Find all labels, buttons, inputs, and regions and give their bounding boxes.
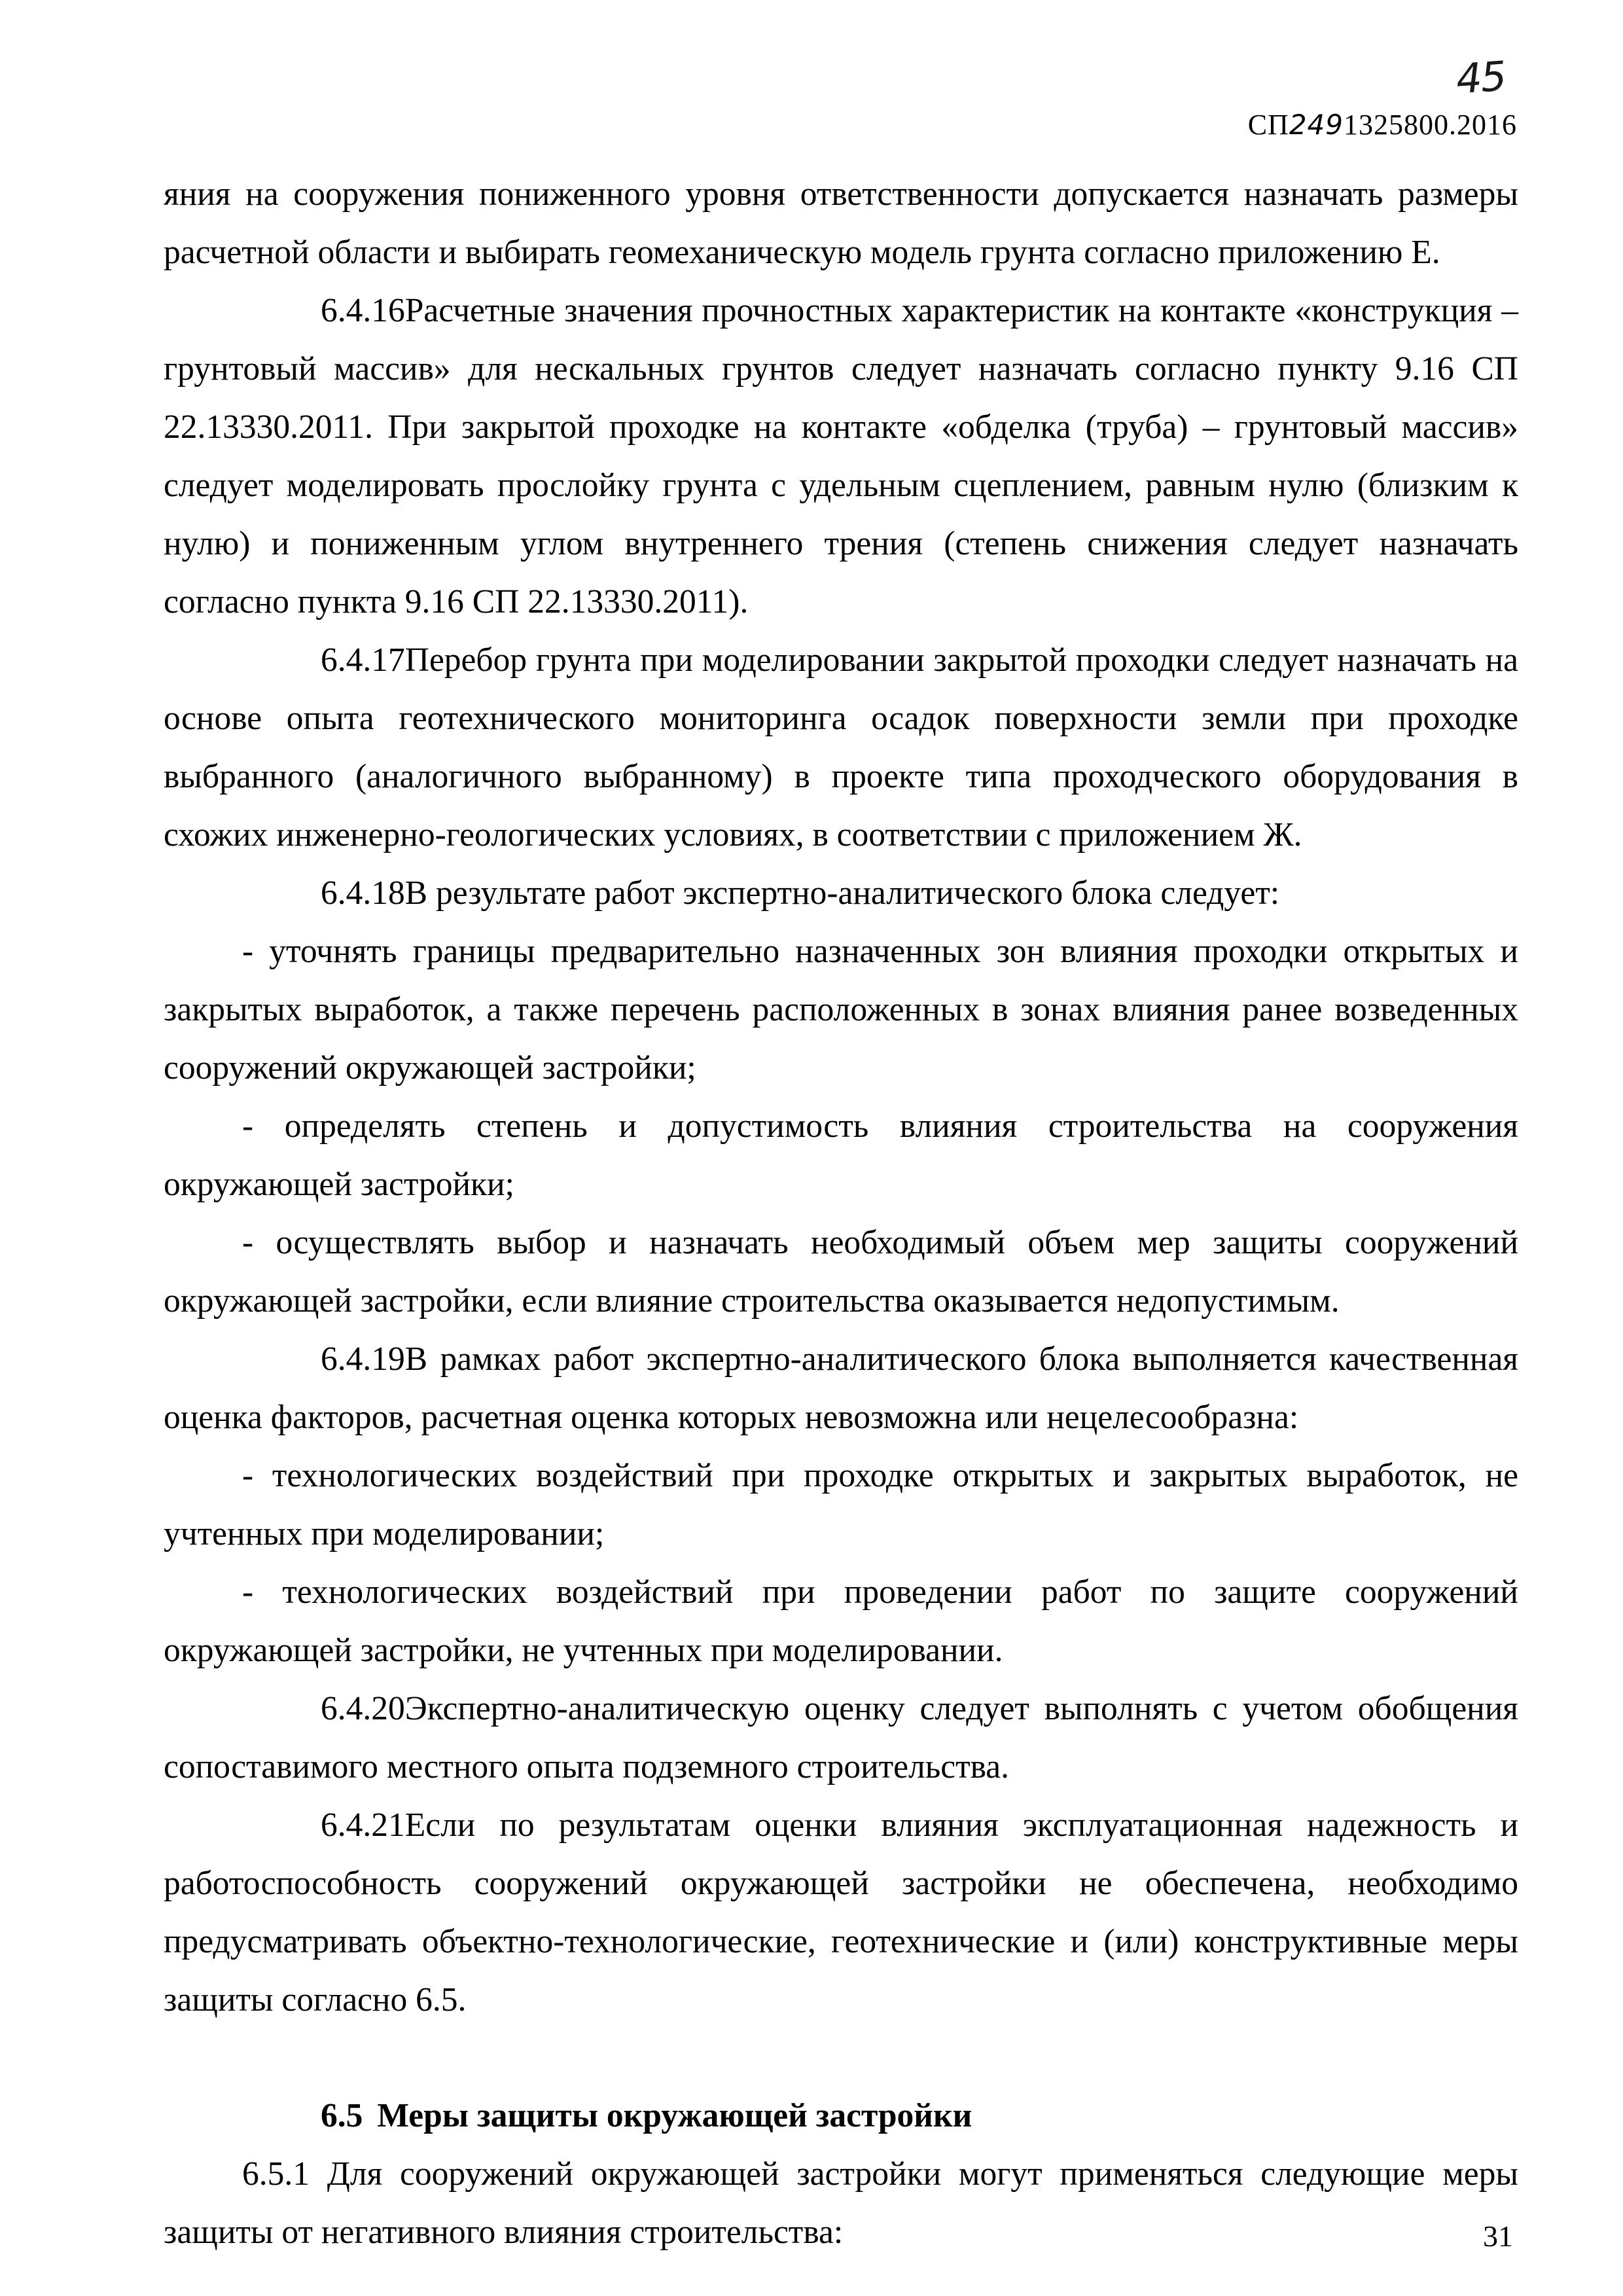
- clause-text: Для сооружений окружающей застройки могут применяться следующие меры защиты от негативного влияния строительства:: [164, 2155, 1518, 2251]
- list-item: - осуществлять выбор и назначать необходимый объем мер защиты сооружений окружающей застройки, если влияние строительства оказывается недопустимым.: [164, 1224, 1518, 1319]
- handwritten-page-number: 45: [1454, 52, 1507, 103]
- clause-6-4-19: [164, 1330, 1518, 1446]
- list-item: - уточнять границы предварительно назначенных зон влияния проходки открытых и закрытых выработок, а также перечень расположенных в зонах влияния ранее возведенных сооружений окружающей застройки;: [164, 933, 1518, 1086]
- document-code-handwritten: 249: [1289, 109, 1344, 141]
- clause-number: 6.4.21: [321, 1806, 405, 1844]
- section-title: Меры защиты окружающей застройки: [377, 2097, 972, 2134]
- document-code-suffix: 1325800.2016: [1344, 109, 1517, 141]
- clause-number: 6.4.20: [321, 1690, 405, 1727]
- clause-text: Перебор грунта при моделировании закрытой проходки следует назначать на основе опыта геотехнического мониторинга осадок поверхности земли при проходке выбранного (аналогичного выбранному) в проекте типа проходческого оборудования в схожих инженерно-геологических условиях, в соответствии с приложением Ж.: [164, 641, 1518, 853]
- clause-number: 6.5.1: [242, 2155, 310, 2193]
- section-heading-6-5: [164, 2087, 1518, 2145]
- document-code-header: [1248, 108, 1517, 141]
- list-item: - технологических воздействий при проходке открытых и закрытых выработок, не учтенных при моделировании;: [164, 1457, 1518, 1552]
- clause-number: 6.4.19: [321, 1340, 405, 1378]
- clause-text: В рамках работ экспертно-аналитического блока выполняется качественная оценка факторов, расчетная оценка которых невозможна или нецелесообразна:: [164, 1340, 1518, 1436]
- body-text: [164, 165, 1518, 2261]
- clause-text: Если по результатам оценки влияния эксплуатационная надежность и работоспособность сооружений окружающей застройки не обеспечена, необходимо предусматривать объектно-технологические, геотехнические и (или) конструктивные меры защиты согласно 6.5.: [164, 1806, 1518, 2018]
- clause-6-4-17: [164, 631, 1518, 864]
- section-number: 6.5: [321, 2097, 363, 2134]
- clause-number: 6.4.18: [321, 874, 405, 912]
- clause-text: Расчетные значения прочностных характеристик на контакте «конструкция – грунтовый массив» для нескальных грунтов следует назначать согласно пункту 9.16 СП 22.13330.2011. При закрытой проходке на контакте «обделка (труба) – грунтовый массив» следует моделировать прослойку грунта с удельным сцеплением, равным нулю (близким к нулю) и пониженным углом внутреннего трения (степень снижения следует назначать согласно пункта 9.16 СП 22.13330.2011).: [164, 292, 1518, 620]
- clause-6-4-20: [164, 1679, 1518, 1796]
- list-item: - определять степень и допустимость влияния строительства на сооружения окружающей застройки;: [164, 1107, 1518, 1203]
- clause-text: Экспертно-аналитическую оценку следует выполнять с учетом обобщения сопоставимого местного опыта подземного строительства.: [164, 1690, 1518, 1785]
- clause-text: В результате работ экспертно-аналитического блока следует:: [404, 874, 1280, 912]
- clause-6-4-21: [164, 1796, 1518, 2029]
- page-number: 31: [1483, 2219, 1513, 2253]
- clause-6-4-18: [164, 864, 1518, 922]
- list-item: - технологических воздействий при проведении работ по защите сооружений окружающей застройки, не учтенных при моделировании.: [164, 1573, 1518, 1669]
- clause-6-5-1: [164, 2145, 1518, 2261]
- clause-6-4-16: [164, 281, 1518, 631]
- clause-number: 6.4.17: [321, 641, 405, 679]
- paragraph-continuation: яния на сооружения пониженного уровня ответственности допускается назначать размеры расчетной области и выбирать геомеханическую модель грунта согласно приложению Е.: [164, 175, 1518, 271]
- section-spacer: [164, 2029, 1518, 2087]
- document-code-prefix: СП: [1247, 109, 1289, 141]
- clause-number: 6.4.16: [321, 292, 405, 329]
